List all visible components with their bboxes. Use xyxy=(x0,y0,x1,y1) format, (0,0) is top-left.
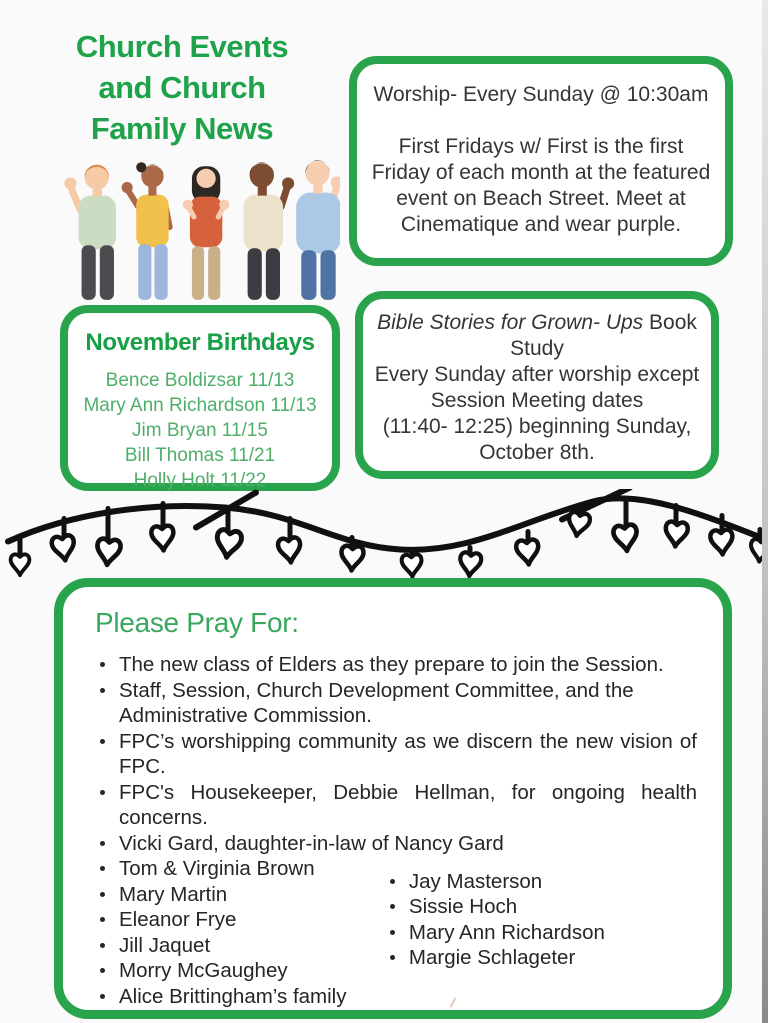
prayer-heading: Please Pray For: xyxy=(95,607,299,638)
prayer-item xyxy=(383,945,697,971)
birthday-entry: Bence Boldizsar 11/13 xyxy=(105,370,295,391)
prayer-item-text: Jay Masterson xyxy=(408,869,543,893)
prayer-item-text: Eleanor Frye xyxy=(119,908,237,931)
person-figure xyxy=(64,165,116,300)
prayer-item xyxy=(93,933,383,959)
prayer-item-text: Mary Ann Richardson xyxy=(408,920,605,944)
prayer-item xyxy=(383,920,697,946)
prayer-columns xyxy=(93,869,697,1010)
birthdays-title: November Birthdays xyxy=(85,329,315,356)
prayer-item xyxy=(383,869,697,895)
prayer-item-text: The new class of Elders as they prepare to join the Session. xyxy=(119,653,664,676)
book-title-rest: Book Study xyxy=(510,311,697,360)
page-title xyxy=(48,26,316,149)
birthday-entry: Holly Holt 11/22 xyxy=(133,470,267,491)
person-figure xyxy=(296,160,340,300)
book-study-box xyxy=(355,291,719,479)
book-study-schedule: Every Sunday after worship except Session Meeting dates xyxy=(374,363,700,412)
prayer-item-text: Morry McGaughey xyxy=(119,959,288,982)
prayer-item-text: Jill Jaquet xyxy=(119,933,211,957)
prayer-list xyxy=(93,652,697,882)
book-study-title xyxy=(369,310,705,362)
prayer-item xyxy=(93,652,697,678)
worship-info-box xyxy=(349,56,733,266)
heart-garland-icon xyxy=(0,489,768,582)
person-figure xyxy=(122,162,170,300)
prayer-item xyxy=(93,729,697,780)
prayer-item xyxy=(93,984,383,1010)
person-figure xyxy=(244,162,295,300)
people-waving-illustration xyxy=(56,146,340,308)
birthday-entry: Bill Thomas 11/21 xyxy=(124,445,276,466)
prayer-item-text: Staff, Session, Church Development Committee, and the Administrative Commission. xyxy=(119,678,634,727)
page-title-line: and Church xyxy=(98,70,266,105)
birthday-entry: Jim Bryan 11/15 xyxy=(132,420,268,441)
prayer-item-text: Margie Schlageter xyxy=(408,946,576,969)
book-title-italic: Bible Stories for Grown- Ups xyxy=(377,311,644,334)
prayer-item-text: Alice Brittingham’s family xyxy=(119,984,347,1008)
prayer-item-text: Mary Martin xyxy=(119,882,228,906)
prayer-item xyxy=(93,678,697,729)
person-figure xyxy=(183,166,230,300)
prayer-item-text: FPC’s worshipping community as we discern the new vision of xyxy=(119,729,697,753)
prayer-list-right-column xyxy=(383,869,697,1010)
book-study-start: (11:40- 12:25) beginning Sunday, October 8th. xyxy=(382,415,692,464)
page-title-line: Family News xyxy=(90,111,274,146)
prayer-list-box xyxy=(54,578,732,1019)
prayer-item-text: Vicki Gard, daughter-in-law of Nancy Gard xyxy=(119,831,504,855)
prayer-item xyxy=(93,780,697,831)
prayer-item-text: FPC's Housekeeper, Debbie Hellman, for ongoing health xyxy=(119,780,697,804)
first-fridays-text: First Fridays w/ First is the first Friday of each month at the featured event on Beach Street. Meet at Cinematique and wear purple. xyxy=(371,135,711,236)
prayer-item-text: Tom & Virginia Brown xyxy=(119,857,315,880)
birthday-entry: Mary Ann Richardson 11/13 xyxy=(83,395,317,416)
prayer-item xyxy=(93,907,383,933)
prayer-list-left-column xyxy=(93,882,383,1010)
prayer-item xyxy=(93,831,697,857)
prayer-item-text: FPC. xyxy=(119,755,166,778)
prayer-item-text: Sissie Hoch xyxy=(408,895,518,918)
page-edge-shadow xyxy=(762,0,768,1023)
november-birthdays-box xyxy=(60,305,340,491)
prayer-item xyxy=(93,958,383,984)
prayer-item xyxy=(93,882,383,908)
prayer-item xyxy=(383,894,697,920)
prayer-item-text: concerns. xyxy=(119,806,208,829)
worship-schedule-text: Worship- Every Sunday @ 10:30am xyxy=(373,83,709,106)
page-title-line: Church Events xyxy=(75,29,289,64)
